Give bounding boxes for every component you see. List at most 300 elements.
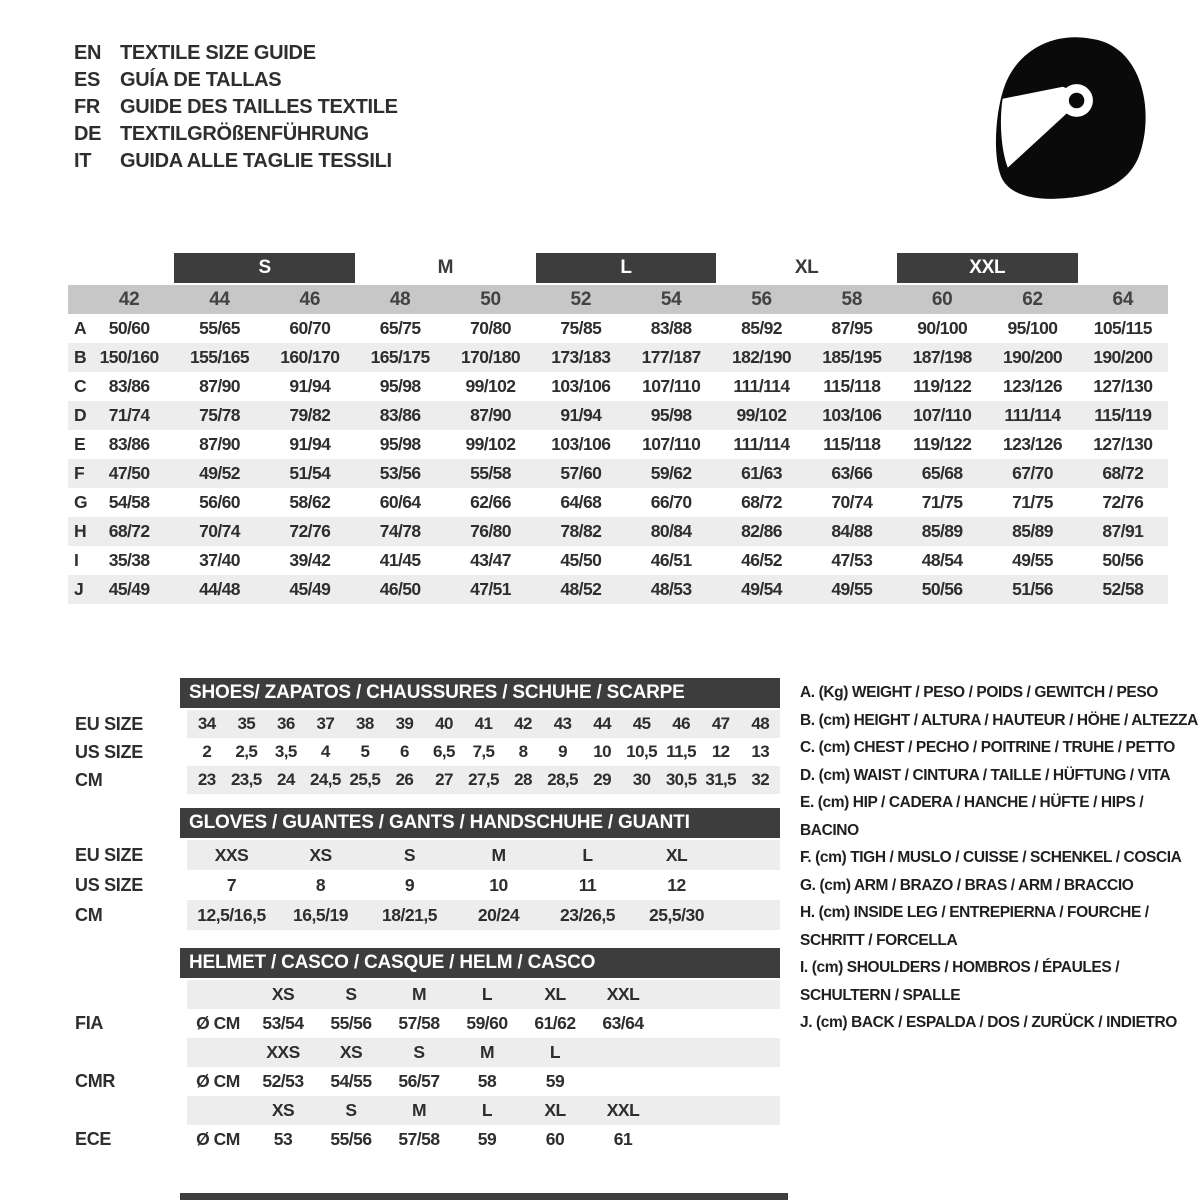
language-code: EN — [74, 42, 102, 64]
measure-value: 187/198 — [912, 347, 972, 367]
measure-value: 56/60 — [199, 492, 240, 512]
measure-value: 91/94 — [560, 405, 602, 425]
measure-value: 170/180 — [460, 347, 521, 367]
gloves-value: M — [491, 845, 506, 865]
measure-value: 87/90 — [199, 434, 240, 454]
gloves-value: 12,5/16,5 — [197, 905, 266, 925]
helmet-value: 52/53 — [262, 1071, 304, 1091]
helmet-size-table — [68, 948, 780, 1154]
measure-row-label: D — [74, 405, 87, 425]
spacer — [187, 980, 249, 1009]
shoes-value: 13 — [751, 742, 770, 761]
standard-label-ece: ECE — [75, 1129, 112, 1149]
language-row — [74, 121, 398, 148]
helmet-size: XL — [544, 1100, 566, 1120]
numeric-size: 62 — [1022, 289, 1043, 310]
measure-value: 84/88 — [831, 521, 873, 541]
shoes-value: 39 — [395, 714, 414, 733]
measure-value: 37/40 — [199, 550, 240, 570]
shoes-value: 7,5 — [472, 742, 495, 761]
measure-value: 103/106 — [551, 434, 611, 454]
measure-row-label: G — [74, 492, 88, 512]
shoes-value: 43 — [553, 714, 572, 733]
measure-value: 105/115 — [1093, 318, 1152, 338]
diameter-unit-label: Ø CM — [196, 1013, 240, 1033]
measure-row-label: B — [74, 347, 87, 367]
measure-value: 60/64 — [379, 492, 421, 512]
measure-value: 177/187 — [641, 347, 701, 367]
measure-value: 85/92 — [741, 318, 782, 338]
measure-value: 54/58 — [108, 492, 150, 512]
shoes-value: 45 — [632, 714, 651, 733]
helmet-size: M — [411, 1100, 427, 1120]
helmet-standard-row — [68, 1125, 780, 1154]
shoes-value: 34 — [197, 714, 216, 733]
measure-value: 49/52 — [199, 463, 240, 483]
shoes-value: 37 — [316, 714, 335, 733]
measure-value: 45/49 — [289, 579, 331, 599]
helmet-size: XXS — [266, 1042, 300, 1062]
measure-value: 190/200 — [1002, 347, 1063, 367]
shoes-value: 29 — [593, 770, 611, 789]
gloves-value: 7 — [226, 875, 237, 895]
measure-value: 111/114 — [1004, 405, 1061, 425]
size-group-row — [68, 253, 1168, 283]
helmet-value: 57/58 — [398, 1013, 440, 1033]
measure-value: 47/53 — [831, 550, 873, 570]
measure-value: 74/78 — [379, 521, 421, 541]
measure-value: 127/130 — [1093, 434, 1153, 454]
measure-value: 87/90 — [199, 376, 240, 396]
helmet-value: 60 — [545, 1129, 565, 1149]
measure-value: 115/119 — [1094, 405, 1152, 425]
shoes-value: 41 — [474, 714, 493, 733]
measure-value: 111/114 — [733, 376, 790, 396]
measure-value: 185/195 — [822, 347, 882, 367]
measure-value: 63/66 — [831, 463, 873, 483]
spacer — [68, 678, 180, 708]
language-row — [74, 94, 398, 121]
size-group-xxl: XXL — [897, 253, 1078, 283]
measure-value: 70/74 — [199, 521, 240, 541]
helmet-size-labels — [187, 1038, 780, 1067]
textile-size-table — [68, 253, 1168, 604]
measure-value: 61/63 — [741, 463, 782, 483]
measure-value: 83/88 — [650, 318, 692, 338]
shoes-value: 10,5 — [626, 742, 657, 761]
measure-value: 70/80 — [470, 318, 511, 338]
shoes-value: 6 — [399, 742, 409, 761]
shoes-value: 32 — [751, 770, 770, 789]
measure-value: 70/74 — [831, 492, 873, 512]
section-title-helmet: HELMET / CASCO / CASQUE / HELM / CASCO — [180, 948, 780, 978]
language-code: ES — [74, 69, 101, 91]
shoes-values — [187, 710, 780, 738]
measure-value: 45/49 — [108, 579, 150, 599]
size-group-m: M — [437, 257, 454, 278]
shoes-value: 8 — [518, 742, 528, 761]
language-label: GUIDA ALLE TAGLIE TESSILI — [120, 150, 392, 172]
measure-value: 107/110 — [642, 434, 701, 454]
gloves-value: 25,5/30 — [649, 905, 704, 925]
shoes-value: 28,5 — [547, 770, 578, 789]
measure-row-g — [68, 488, 1168, 517]
shoes-value: 38 — [356, 714, 374, 733]
numeric-size-row — [68, 285, 1168, 314]
legend-line: B. (cm) HEIGHT / ALTURA / HAUTEUR / HÖHE / ALTEZZA — [800, 711, 1198, 729]
measure-value: 115/118 — [823, 434, 881, 454]
helmet-value: 57/58 — [398, 1129, 440, 1149]
helmet-value: 63/64 — [602, 1013, 644, 1033]
measure-value: 47/51 — [470, 579, 511, 599]
shoes-value: 30,5 — [665, 770, 697, 789]
shoes-value: 9 — [558, 742, 567, 761]
gloves-value: 8 — [315, 875, 326, 895]
measure-value: 47/50 — [108, 463, 150, 483]
gloves-value: 23/26,5 — [560, 905, 615, 925]
gloves-size-table — [68, 808, 780, 930]
measure-value: 39/42 — [289, 550, 331, 570]
row-label-eu-size: EU SIZE — [75, 845, 143, 865]
helmet-values — [187, 1067, 780, 1096]
measure-value: 51/56 — [1012, 579, 1053, 599]
helmet-size: M — [411, 984, 427, 1004]
measure-value: 190/200 — [1093, 347, 1153, 367]
helmet-value — [589, 1067, 657, 1096]
measure-value: 65/68 — [921, 463, 963, 483]
measure-value: 78/82 — [560, 521, 602, 541]
shoes-row — [68, 766, 780, 794]
shoes-value: 44 — [593, 714, 611, 733]
measure-value: 48/54 — [921, 550, 963, 570]
spacer — [187, 1038, 249, 1067]
measure-value: 127/130 — [1093, 376, 1153, 396]
measure-value: 50/60 — [108, 318, 150, 338]
measure-value: 50/56 — [1102, 550, 1144, 570]
helmet-size: S — [345, 1100, 357, 1120]
shoes-value: 3,5 — [274, 742, 297, 761]
language-row — [74, 148, 398, 175]
measure-value: 99/102 — [465, 376, 516, 396]
gloves-value: L — [582, 845, 593, 865]
measure-value: 83/86 — [379, 405, 421, 425]
spacer — [68, 808, 180, 838]
legend-line: I. (cm) SHOULDERS / HOMBROS / ÉPAULES / SCHULTERN / SPALLE — [800, 959, 1120, 1004]
numeric-size: 58 — [841, 289, 863, 310]
helmet-size: XS — [271, 1100, 295, 1120]
helmet-value: 58 — [477, 1071, 497, 1091]
measure-row-label: C — [74, 376, 87, 396]
gloves-row — [68, 900, 780, 930]
measure-value: 41/45 — [379, 550, 421, 570]
gloves-value: 10 — [489, 875, 508, 895]
measure-value: 50/56 — [921, 579, 963, 599]
lower-sections — [68, 678, 780, 1154]
measure-value: 67/70 — [1012, 463, 1053, 483]
section-title-row — [68, 678, 780, 708]
shoes-value: 46 — [672, 714, 691, 733]
helmet-size: XXL — [606, 1100, 640, 1120]
measure-value: 160/170 — [280, 347, 340, 367]
measure-value: 87/95 — [831, 318, 873, 338]
measure-value: 49/55 — [831, 579, 873, 599]
shoes-value: 27,5 — [468, 770, 499, 789]
numeric-size: 64 — [1112, 289, 1134, 310]
measure-value: 62/66 — [470, 492, 511, 512]
gloves-value: 12 — [667, 875, 686, 895]
shoes-value: 47 — [711, 714, 730, 733]
numeric-size: 42 — [118, 289, 140, 310]
helmet-size-labels — [187, 980, 780, 1009]
measure-row-f — [68, 459, 1168, 488]
measure-value: 99/102 — [465, 434, 516, 454]
helmet-size — [589, 1038, 657, 1067]
gloves-row — [68, 840, 780, 870]
shoes-value: 48 — [751, 714, 770, 733]
legend-line: C. (cm) CHEST / PECHO / POITRINE / TRUHE / PETTO — [800, 739, 1175, 756]
language-label: GUÍA DE TALLAS — [120, 69, 282, 91]
measure-value: 85/89 — [921, 521, 963, 541]
shoes-value: 27 — [435, 770, 453, 789]
helmet-value: 54/55 — [330, 1071, 372, 1091]
measure-row-label: F — [74, 463, 85, 483]
gloves-row — [68, 870, 780, 900]
measure-value: 103/106 — [551, 376, 611, 396]
shoes-value: 28 — [514, 770, 532, 789]
helmet-standard-row — [68, 1009, 780, 1038]
measure-value: 75/85 — [560, 318, 602, 338]
gloves-value: 9 — [404, 875, 415, 895]
measure-value: 68/72 — [1102, 463, 1144, 483]
helmet-value: 55/56 — [330, 1013, 372, 1033]
measure-value: 72/76 — [1102, 492, 1144, 512]
spacer — [68, 253, 84, 283]
helmet-size-row — [68, 1096, 780, 1125]
shoes-value: 25,5 — [349, 770, 381, 789]
measure-value: 71/75 — [921, 492, 963, 512]
measure-value: 79/82 — [289, 405, 331, 425]
shoes-values — [187, 766, 780, 794]
measure-value: 59/62 — [650, 463, 692, 483]
measure-value: 51/54 — [289, 463, 331, 483]
measure-value: 87/91 — [1102, 521, 1144, 541]
shoes-value: 2,5 — [235, 742, 258, 761]
shoes-value: 23,5 — [230, 770, 262, 789]
row-label-eu-size: EU SIZE — [75, 714, 143, 734]
shoes-value: 36 — [276, 714, 295, 733]
shoes-row — [68, 710, 780, 738]
spacer — [187, 1096, 249, 1125]
helmet-values — [187, 1125, 780, 1154]
row-label-us-size: US SIZE — [75, 742, 143, 762]
shoes-value: 23 — [197, 770, 216, 789]
measure-row-label: J — [74, 579, 84, 599]
measure-value: 95/98 — [650, 405, 692, 425]
measure-row-a — [68, 314, 1168, 343]
measure-row-j — [68, 575, 1168, 604]
numeric-size: 56 — [751, 289, 772, 310]
measure-value: 68/72 — [741, 492, 782, 512]
size-group-l: L — [536, 253, 717, 283]
numeric-size: 44 — [209, 289, 230, 310]
helmet-value: 59 — [545, 1071, 565, 1091]
measure-value: 76/80 — [470, 521, 511, 541]
helmet-values — [187, 1009, 780, 1038]
measure-value: 123/126 — [1002, 376, 1063, 396]
measure-value: 165/175 — [370, 347, 430, 367]
shoes-value: 35 — [237, 714, 256, 733]
shoes-value: 42 — [514, 714, 532, 733]
size-group-xl: XL — [794, 257, 819, 278]
helmet-value: 61/62 — [534, 1013, 576, 1033]
measure-value: 46/50 — [379, 579, 421, 599]
cutoff-section-bar — [180, 1193, 788, 1200]
spacer — [68, 285, 84, 314]
measure-value: 83/86 — [108, 434, 150, 454]
section-title-row — [68, 948, 780, 978]
measure-value: 48/52 — [560, 579, 602, 599]
helmet-size-row — [68, 1038, 780, 1067]
helmet-size: L — [481, 1100, 493, 1120]
language-title-list — [74, 40, 398, 175]
measure-value: 99/102 — [736, 405, 787, 425]
measure-value: 90/100 — [917, 318, 968, 338]
gloves-value: 16,5/19 — [293, 905, 348, 925]
section-title-row — [68, 808, 780, 838]
helmet-standard-row — [68, 1067, 780, 1096]
standard-label-cmr: CMR — [75, 1071, 116, 1091]
measure-value: 72/76 — [289, 521, 331, 541]
measure-row-e — [68, 430, 1168, 459]
helmet-value: 56/57 — [398, 1071, 440, 1091]
shoes-value: 5 — [360, 742, 370, 761]
shoes-value: 10 — [593, 742, 611, 761]
measure-value: 71/74 — [108, 405, 150, 425]
helmet-size: M — [479, 1042, 495, 1062]
measure-value: 95/100 — [1007, 318, 1058, 338]
measure-value: 68/72 — [108, 521, 150, 541]
gloves-value: 11 — [578, 875, 597, 895]
measure-value: 173/183 — [551, 347, 611, 367]
measure-row-label: E — [74, 434, 86, 454]
shoes-value: 2 — [202, 742, 212, 761]
shoes-value: 24 — [276, 770, 295, 789]
helmet-size: XS — [339, 1042, 363, 1062]
legend-line: A. (Kg) WEIGHT / PESO / POIDS / GEWITCH / PESO — [800, 684, 1158, 701]
helmet-value: 53/54 — [262, 1013, 304, 1033]
measure-value: 85/89 — [1012, 521, 1053, 541]
gloves-value: XS — [309, 845, 332, 865]
helmet-size: XXL — [606, 984, 640, 1004]
helmet-size-labels — [187, 1096, 780, 1125]
shoes-value: 40 — [435, 714, 453, 733]
legend-line: D. (cm) WAIST / CINTURA / TAILLE / HÜFTUNG / VITA — [800, 766, 1171, 784]
gloves-value: 18/21,5 — [382, 905, 437, 925]
measure-value: 55/65 — [199, 318, 240, 338]
spacer — [68, 948, 180, 978]
measure-value: 119/122 — [913, 376, 972, 396]
measure-value: 182/190 — [731, 347, 792, 367]
shoes-size-table — [68, 678, 780, 794]
helmet-value: 59 — [477, 1129, 497, 1149]
measure-value: 48/53 — [650, 579, 692, 599]
measure-row-label: A — [74, 318, 87, 338]
numeric-size: 52 — [570, 289, 592, 310]
measure-value: 43/47 — [470, 550, 511, 570]
gloves-values — [187, 840, 780, 870]
measure-value: 82/86 — [741, 521, 782, 541]
legend-line: H. (cm) INSIDE LEG / ENTREPIERNA / FOURCHE / SCHRITT / FORCELLA — [800, 904, 1149, 949]
helmet-size: S — [413, 1042, 425, 1062]
measure-row-c — [68, 372, 1168, 401]
measure-value: 71/75 — [1012, 492, 1053, 512]
shoes-row — [68, 738, 780, 766]
helmet-value: 55/56 — [330, 1129, 372, 1149]
helmet-size: L — [481, 984, 493, 1004]
measure-value: 75/78 — [199, 405, 240, 425]
gloves-values — [187, 870, 780, 900]
measure-value: 66/70 — [650, 492, 692, 512]
gloves-value: 20/24 — [477, 905, 520, 925]
language-row — [74, 67, 398, 94]
helmet-size: S — [345, 984, 357, 1004]
spacer — [68, 980, 187, 1009]
shoes-values — [187, 738, 780, 766]
gloves-values — [187, 900, 780, 930]
measure-value: 55/58 — [470, 463, 511, 483]
diameter-unit-label: Ø CM — [196, 1071, 240, 1091]
racing-helmet-icon — [982, 30, 1154, 207]
shoes-value: 24,5 — [310, 770, 341, 789]
section-title-gloves: GLOVES / GUANTES / GANTS / HANDSCHUHE / GUANTI — [180, 808, 780, 838]
measure-value: 44/48 — [199, 579, 240, 599]
measurement-legend — [800, 679, 1198, 1037]
numeric-size: 50 — [480, 289, 501, 310]
language-code: IT — [74, 150, 92, 172]
measure-value: 103/106 — [822, 405, 882, 425]
legend-line: F. (cm) TIGH / MUSLO / CUISSE / SCHENKEL / COSCIA — [800, 849, 1182, 866]
measure-value: 46/51 — [650, 550, 692, 570]
shoes-value: 31,5 — [705, 770, 737, 789]
section-title-shoes: SHOES/ ZAPATOS / CHAUSSURES / SCHUHE / SCARPE — [180, 678, 780, 708]
measure-value: 49/55 — [1012, 550, 1053, 570]
helmet-value: 61 — [613, 1129, 633, 1149]
measure-value: 53/56 — [379, 463, 421, 483]
measure-value: 91/94 — [289, 376, 331, 396]
measure-value: 111/114 — [733, 434, 790, 454]
measure-value: 87/90 — [470, 405, 511, 425]
measure-row-i — [68, 546, 1168, 575]
numeric-size: 60 — [931, 289, 953, 310]
spacer — [68, 1038, 187, 1067]
measure-value: 95/98 — [379, 434, 421, 454]
helmet-size-row — [68, 980, 780, 1009]
measure-row-label: I — [74, 550, 79, 570]
gloves-value: S — [403, 845, 416, 865]
legend-line: J. (cm) BACK / ESPALDA / DOS / ZURÜCK / INDIETRO — [800, 1014, 1177, 1031]
legend-line: E. (cm) HIP / CADERA / HANCHE / HÜFTE / HIPS / BACINO — [800, 794, 1144, 839]
measure-value: 80/84 — [650, 521, 692, 541]
measure-value: 35/38 — [108, 550, 150, 570]
row-label-us-size: US SIZE — [75, 875, 143, 895]
measure-value: 107/110 — [913, 405, 972, 425]
helmet-size: L — [549, 1042, 561, 1062]
measure-value: 45/50 — [560, 550, 602, 570]
measure-value: 46/52 — [741, 550, 782, 570]
measure-value: 49/54 — [741, 579, 782, 599]
language-code: DE — [74, 123, 102, 145]
language-label: TEXTILGRÖßENFÜHRUNG — [120, 123, 369, 145]
